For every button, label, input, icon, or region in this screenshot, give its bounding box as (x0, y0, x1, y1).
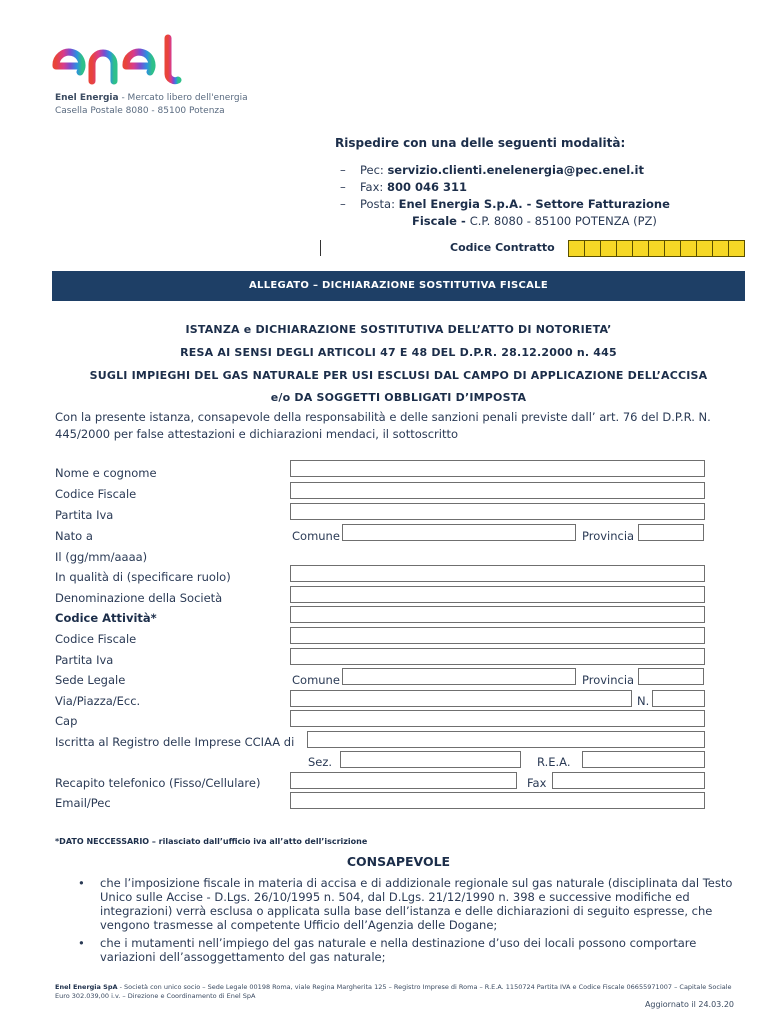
company-tagline: - Mercato libero dell'energia (118, 93, 248, 103)
title-line-4: e/o DA SOGGETTI OBBLIGATI D’IMPOSTA (270, 391, 527, 404)
dash: – (340, 180, 346, 194)
code-cell[interactable] (680, 240, 697, 257)
bullet-icon: • (78, 876, 85, 890)
code-cell[interactable] (568, 240, 585, 257)
codice-fiscale-input[interactable] (290, 482, 705, 499)
title-line-1: ISTANZA e DICHIARAZIONE SOSTITUTIVA DELL’ATTO DI NOTORIETA’ (185, 323, 612, 336)
label-nome: Nome e cognome (55, 466, 157, 480)
label-comune-sede: Comune (292, 673, 340, 687)
footer-company: Enel Energia SpA (55, 983, 118, 991)
codice-contratto-cells[interactable] (569, 240, 745, 257)
qualita-input[interactable] (290, 565, 705, 582)
allegato-banner: ALLEGATO – DICHIARAZIONE SOSTITUTIVA FISCALE (52, 271, 745, 301)
company-name: Enel Energia (55, 93, 119, 103)
label-codice-fiscale: Codice Fiscale (55, 487, 137, 501)
footer-legal (55, 983, 745, 1001)
shipping-label: Fax: (360, 180, 387, 194)
cciaa-input[interactable] (307, 731, 705, 748)
code-cell[interactable] (616, 240, 633, 257)
denominazione-input[interactable] (290, 586, 705, 603)
cap-input[interactable] (290, 710, 705, 727)
title-line-2: RESA AI SENSI DEGLI ARTICOLI 47 E 48 DEL D.P.R. 28.12.2000 n. 445 (180, 346, 617, 359)
postal-address: Enel Energia S.p.A. - Settore Fatturazione (398, 197, 670, 211)
updated-date: Aggiornato il 24.03.20 (644, 1000, 734, 1009)
consapevole-heading: CONSAPEVOLE (346, 854, 451, 869)
rea-input[interactable] (582, 751, 705, 768)
label-provincia: Provincia (582, 529, 635, 543)
code-cell[interactable] (696, 240, 713, 257)
sezione-input[interactable] (340, 751, 521, 768)
telefono-input[interactable] (290, 772, 517, 789)
code-cell[interactable] (728, 240, 745, 257)
numero-civico-input[interactable] (652, 690, 705, 707)
company-info (55, 92, 248, 118)
code-cell[interactable] (632, 240, 649, 257)
consapevole-item-1: che l’imposizione fiscale in materia di accisa e di addizionale regionale sul gas naturale (disciplinata dal Testo Unico sulle Accise - D.Lgs. 26/10/1995 n. 504, dal D.Lgs. 21/12/1990 n. 398 e successive modifiche ed integrazioni) verrà esclusa o applicata sulla base dell’istanza e delle dichiarazioni di seguito espresse, che vengono trasmesse al competente Ufficio dell’Agenzia delle Dogane; (100, 876, 733, 932)
email-pec-input[interactable] (290, 792, 705, 809)
label-comune: Comune (292, 529, 340, 543)
dato-necessario-note: *DATO NECCESSARIO – rilasciato dall’ufficio iva all’atto dell’iscrizione (55, 837, 368, 846)
code-cell[interactable] (584, 240, 601, 257)
postal-address-cont-bold: Fiscale - (412, 214, 470, 228)
label-qualita: In qualità di (specificare ruolo) (55, 570, 231, 584)
shipping-title: Rispedire con una delle seguenti modalità: (335, 136, 626, 150)
consapevole-item-2: che i mutamenti nell’impiego del gas naturale e nella destinazione d’uso dei locali possono comportare variazioni dell’assoggettamento del gas naturale; (100, 936, 697, 964)
label-fax: Fax (527, 776, 547, 790)
codice-contratto-bracket (320, 240, 321, 256)
intro-text: Con la presente istanza, consapevole della responsabilità e delle sanzioni penali previste dall’ art. 76 del D.P.R. N. 445/2000 per false attestazioni e dichiarazioni mendaci, il sottoscritto (55, 410, 711, 441)
label-iscritta-registro: Iscritta al Registro delle Imprese CCIAA di (55, 735, 295, 749)
label-partita-iva-societa: Partita Iva (55, 653, 114, 667)
provincia-sede-input[interactable] (638, 668, 704, 685)
fax-input[interactable] (552, 772, 705, 789)
dash: – (340, 163, 346, 177)
postal-address-cont: C.P. 8080 - 85100 POTENZA (PZ) (469, 214, 657, 228)
comune-nascita-input[interactable] (342, 524, 576, 541)
label-denominazione: Denominazione della Società (55, 591, 223, 605)
label-cap: Cap (55, 714, 78, 728)
code-cell[interactable] (712, 240, 729, 257)
partita-iva-societa-input[interactable] (290, 648, 705, 665)
label-sezione: Sez. (308, 755, 333, 769)
fax-number: 800 046 311 (386, 180, 467, 194)
partita-iva-input[interactable] (290, 503, 705, 520)
codice-attivita-input[interactable] (290, 606, 705, 623)
label-numero: N. (637, 694, 650, 708)
shipping-item-posta-cont (340, 213, 670, 230)
label-provincia-sede: Provincia (582, 673, 635, 687)
bullet-icon: • (78, 936, 85, 950)
enel-logo (52, 34, 202, 86)
code-cell[interactable] (648, 240, 665, 257)
footer-text: - Società con unico socio – Sede Legale 00198 Roma, viale Regina Margherita 125 – Registro Imprese di Roma – R.E.A. 1150724 Partita IVA e Codice Fiscale 06655971007 – Capitale Sociale Euro 302.039,00 i.v. – Direzione e Coordinamento di Enel SpA (55, 983, 732, 1000)
via-input[interactable] (290, 690, 632, 707)
codice-contratto-label: Codice Contratto (450, 241, 555, 254)
label-nato-a: Nato a (55, 529, 93, 543)
shipping-item-fax (340, 179, 670, 196)
label-via: Via/Piazza/Ecc. (55, 694, 141, 708)
code-cell[interactable] (664, 240, 681, 257)
label-email-pec: Email/Pec (55, 796, 111, 810)
pec-address[interactable]: servizio.clienti.enelenergia@pec.enel.it (387, 163, 644, 177)
label-recapito-telefonico: Recapito telefonico (Fisso/Cellulare) (55, 776, 261, 790)
codice-fiscale-societa-input[interactable] (290, 627, 705, 644)
shipping-list (340, 162, 670, 230)
label-codice-attivita: Codice Attività* (55, 611, 157, 625)
code-cell[interactable] (600, 240, 617, 257)
shipping-label: Pec: (360, 163, 388, 177)
label-rea: R.E.A. (537, 755, 571, 769)
dash: – (340, 197, 346, 211)
label-data-nascita: Il (gg/mm/aaaa) (55, 550, 148, 564)
shipping-label: Posta: (360, 197, 399, 211)
title-line-3: SUGLI IMPIEGHI DEL GAS NATURALE PER USI ESCLUSI DAL CAMPO DI APPLICAZIONE DELL’ACCISA (89, 369, 708, 382)
shipping-item-pec (340, 162, 670, 179)
label-sede-legale: Sede Legale (55, 673, 126, 687)
label-codice-fiscale-societa: Codice Fiscale (55, 632, 137, 646)
comune-sede-input[interactable] (342, 668, 576, 685)
nome-input[interactable] (290, 460, 705, 477)
provincia-nascita-input[interactable] (638, 524, 704, 541)
shipping-item-posta (340, 196, 670, 213)
label-partita-iva: Partita Iva (55, 508, 114, 522)
company-address: Casella Postale 8080 - 85100 Potenza (55, 106, 225, 116)
